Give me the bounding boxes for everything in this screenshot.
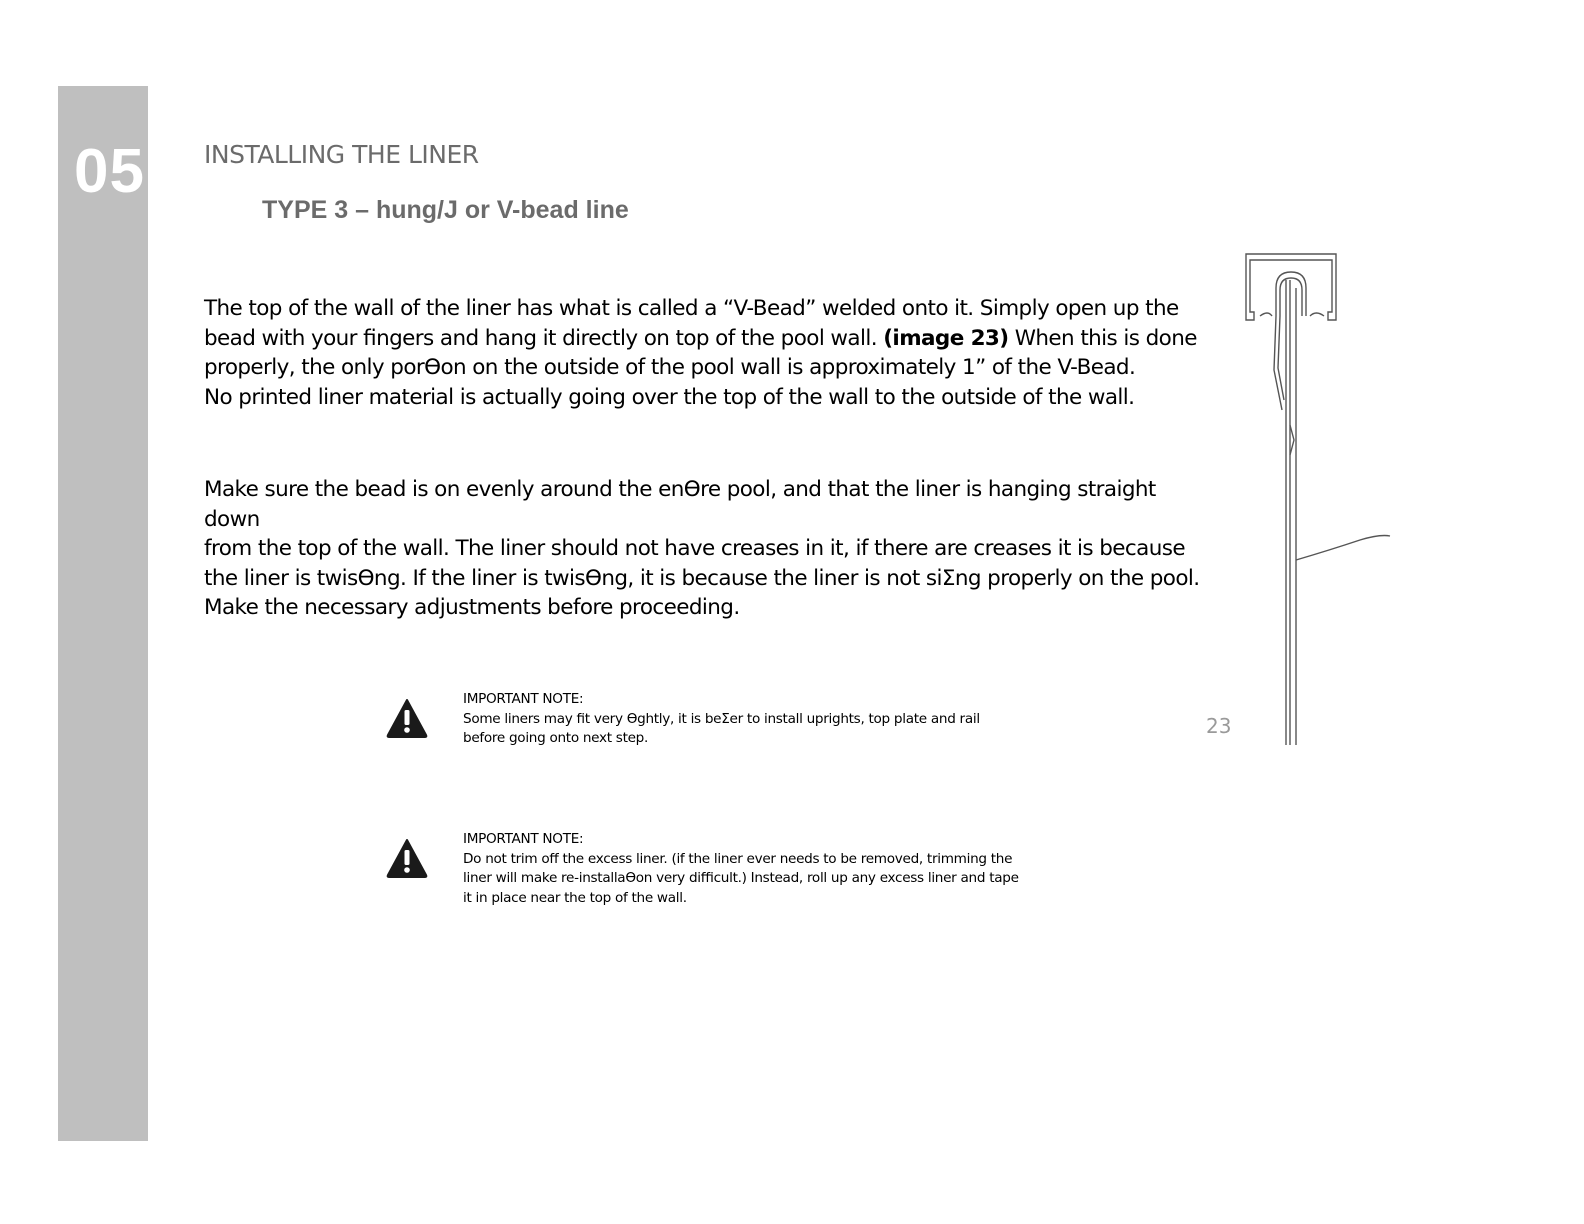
paragraph-line: from the top of the wall. The liner should not have creases in it, if there are creases it is because [204,536,1185,561]
chapter-number: 05 [74,137,145,206]
paragraph-line: No printed liner material is actually going over the top of the wall to the outside of the wall. [204,384,1135,410]
instructions-paragraph-2 [204,475,1204,623]
v-bead-diagram [1190,250,1410,760]
note-text [463,690,1063,749]
paragraph-text: bead with your ﬁngers and hang it directly on top of the pool wall. [204,325,884,351]
paragraph-line [204,324,1204,354]
paragraph-line: the liner is twisƟng. If the liner is twisƟng, it is because the liner is not siƩng properly on the pool. [204,565,1200,591]
note-line: liner will make re-installaƟon very diﬃcult.) Instead, roll up any excess liner and tape [463,870,1019,887]
note-heading: IMPORTANT NOTE: [463,831,584,847]
section-title: INSTALLING THE LINER [204,140,479,169]
warning-icon [386,838,428,878]
note-text [463,830,1063,908]
figure-label: 23 [1206,714,1232,738]
note-line: Some liners may ﬁt very Ɵghtly, it is beƩer to install uprights, top plate and rail [463,710,980,727]
note-line: before going onto next step. [463,730,649,747]
note-heading: IMPORTANT NOTE: [463,691,584,707]
image-reference: (image 23) [883,325,1009,351]
important-note-1 [386,690,1066,750]
note-line: Do not trim oﬀ the excess liner. (if the liner ever needs to be removed, trimming the [463,850,1013,867]
note-line: it in place near the top of the wall. [463,889,687,906]
paragraph-line: Make the necessary adjustments before proceeding. [204,595,740,620]
paragraph-line: The top of the wall of the liner has what is called a “V-Bead” welded onto it. Simply open up the [204,296,1179,321]
warning-icon [386,698,428,738]
paragraph-line: properly, the only porƟon on the outside of the pool wall is approximately 1” of the V-Bead. [204,355,1136,380]
important-note-2 [386,830,1066,910]
paragraph-text: When this is done [1008,325,1197,351]
subsection-title: TYPE 3 – hung/J or V-bead line [262,196,629,224]
chapter-sidebar [58,86,148,1141]
instructions-paragraph-1 [204,294,1204,412]
paragraph-line: Make sure the bead is on evenly around the enƟre pool, and that the liner is hanging straight down [204,477,1156,532]
